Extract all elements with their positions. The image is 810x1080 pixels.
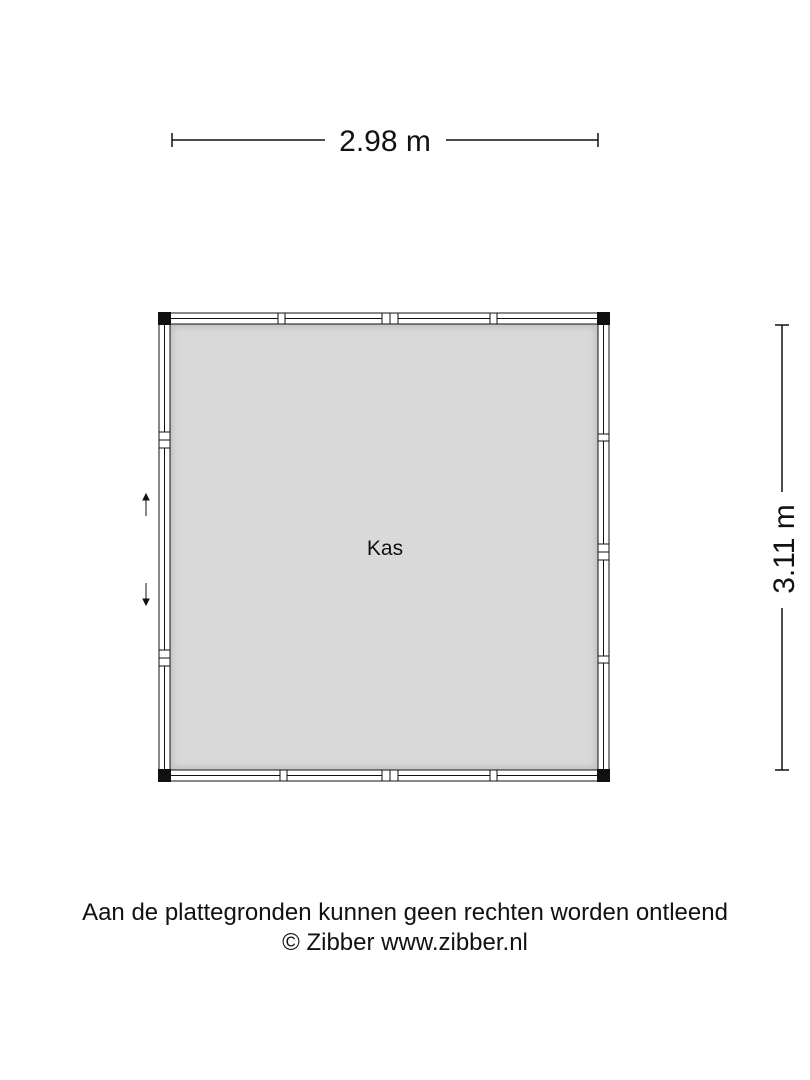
width-dimension [172,125,598,158]
copyright-text: © Zibber www.zibber.nl [282,929,528,956]
sliding-door-arrows-icon [143,494,149,605]
disclaimer-text: Aan de plattegronden kunnen geen rechten worden ontleend [82,899,728,926]
corner-post [158,769,171,782]
width-label: 2.98 m [339,125,431,158]
height-dimension [768,325,801,770]
room-label: Kas [366,537,404,560]
corner-post [597,769,610,782]
corner-post [158,312,171,325]
height-label: 3.11 m [768,504,801,594]
corner-post [597,312,610,325]
room-kas [170,324,598,770]
